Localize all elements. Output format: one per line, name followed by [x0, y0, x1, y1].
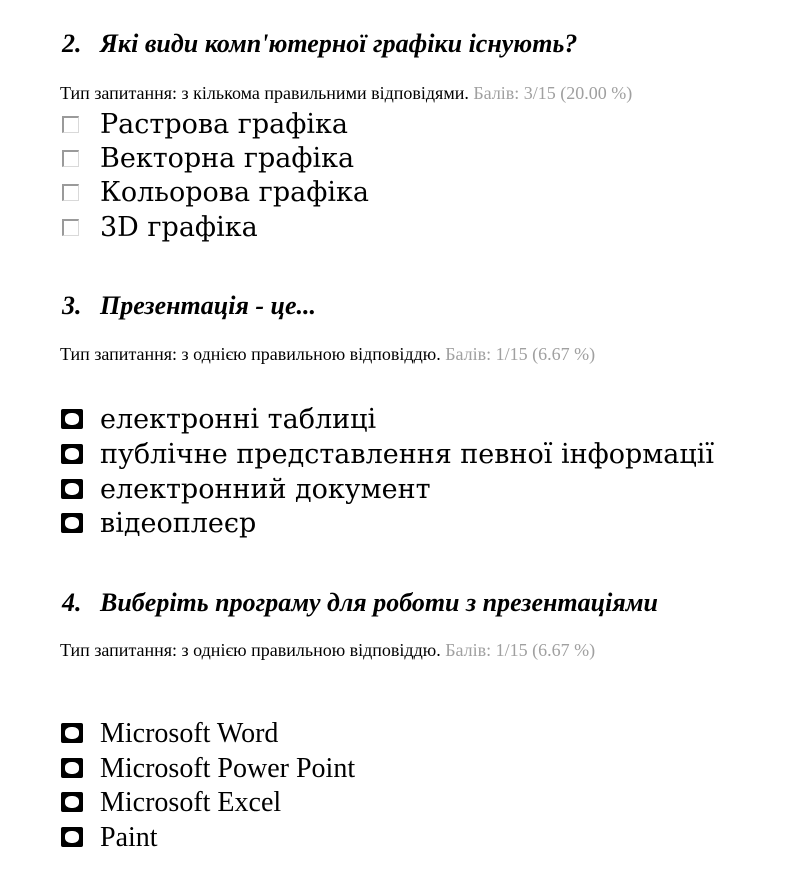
checkbox-icon[interactable] [62, 219, 79, 236]
radio-icon[interactable] [61, 513, 83, 533]
radio-icon[interactable] [61, 758, 83, 778]
question-type-label: Тип запитання: з однією правильною відповіддю. [60, 344, 441, 364]
question-type-label: Тип запитання: з кількома правильними відповідями. [60, 83, 469, 103]
option-label: Microsoft Word [100, 718, 279, 749]
option-label: 3D графіка [100, 212, 258, 243]
option-label: електронні таблиці [100, 404, 377, 435]
question-score: Балів: 3/15 (20.00 %) [473, 83, 633, 103]
radio-icon[interactable] [61, 479, 83, 499]
question-number: 3. [62, 291, 82, 320]
question-score: Балів: 1/15 (6.67 %) [445, 344, 596, 364]
radio-icon[interactable] [61, 792, 83, 812]
option-label: Microsoft Power Point [100, 753, 356, 784]
question-number: 2. [62, 29, 82, 58]
question-type-label: Тип запитання: з однією правильною відповіддю. [60, 640, 441, 660]
question-number: 4. [62, 588, 82, 617]
option-label: Paint [100, 822, 158, 853]
question-title [62, 291, 316, 321]
option-label: Векторна графіка [100, 143, 355, 174]
option-label: Microsoft Excel [100, 787, 282, 818]
option-label: Кольорова графіка [100, 177, 369, 208]
checkbox-icon[interactable] [62, 150, 79, 167]
radio-icon[interactable] [61, 723, 83, 743]
question-title [62, 588, 658, 618]
question-title [62, 29, 577, 59]
question-type [60, 639, 595, 661]
option-label: публічне представлення певної інформації [100, 439, 714, 470]
question-text: Які види комп'ютерної графіки існують? [100, 29, 578, 58]
radio-icon[interactable] [61, 827, 83, 847]
option-label: Растрова графіка [100, 109, 349, 140]
question-type [60, 82, 632, 104]
checkbox-icon[interactable] [62, 116, 79, 133]
question-text: Презентація - це... [100, 291, 316, 320]
option-label: відеоплеєр [100, 508, 257, 539]
radio-icon[interactable] [61, 444, 83, 464]
radio-icon[interactable] [61, 409, 83, 429]
question-score: Балів: 1/15 (6.67 %) [445, 640, 596, 660]
question-type [60, 343, 595, 365]
checkbox-icon[interactable] [62, 184, 79, 201]
question-text: Виберіть програму для роботи з презентаціями [100, 588, 658, 617]
option-label: електронний документ [100, 474, 431, 505]
